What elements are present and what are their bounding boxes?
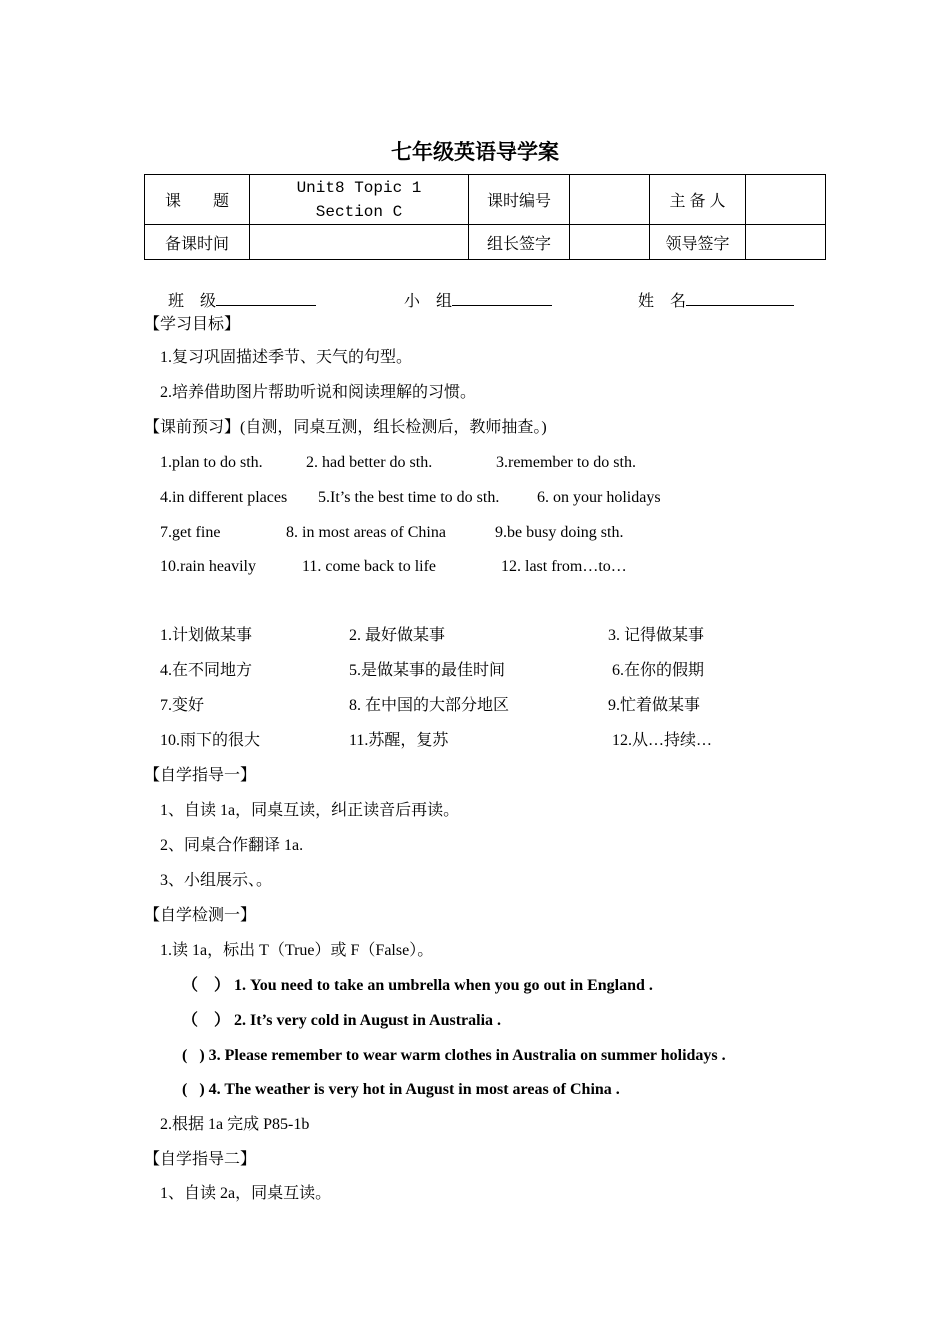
tf-statement <box>182 1046 726 1066</box>
phrase-item: 2. had better do sth. <box>306 454 433 471</box>
translation-item: 11.苏醒，复苏 <box>349 732 449 749</box>
tf-answer-blank[interactable]: （ ） <box>182 1012 231 1029</box>
director-sign-label: 领导签字 <box>650 225 746 260</box>
topic-label: 课 题 <box>145 175 250 225</box>
page-title: 七年级英语导学案 <box>391 140 559 164</box>
guide2-item: 1、自读 2a，同桌互读。 <box>160 1185 332 1202</box>
tf-statement <box>182 1080 620 1100</box>
tf-statement <box>182 1011 501 1031</box>
class-blank[interactable] <box>216 289 316 306</box>
tf-answer-blank[interactable]: ( ) <box>182 1047 205 1064</box>
translation-item: 4.在不同地方 <box>160 662 253 679</box>
objective-item: 1.复习巩固描述季节、天气的句型。 <box>160 349 413 366</box>
check1-instruction: 1.读 1a，标出 T（True）或 F（False）。 <box>160 942 434 959</box>
lesson-number-label: 课时编号 <box>469 175 570 225</box>
group-blank[interactable] <box>452 289 552 306</box>
translation-item: 12.从…持续… <box>612 732 713 749</box>
name-field <box>638 289 794 312</box>
prep-time-label: 备课时间 <box>145 225 250 260</box>
tf-answer-blank[interactable]: ( ) <box>182 1081 205 1098</box>
guide1-item: 1、自读 1a，同桌互读，纠正读音后再读。 <box>160 802 460 819</box>
guide2-heading: 【自学指导二】 <box>144 1151 257 1168</box>
phrase-item: 9.be busy doing sth. <box>495 524 624 541</box>
phrase-item: 10.rain heavily <box>160 558 256 575</box>
phrase-item: 3.remember to do sth. <box>496 454 636 471</box>
phrase-item: 8. in most areas of China <box>286 524 446 541</box>
translation-item: 6.在你的假期 <box>612 662 705 679</box>
tf-statement <box>182 976 653 996</box>
class-field <box>168 289 316 312</box>
phrase-item: 7.get fine <box>160 524 221 541</box>
tf-answer-blank[interactable]: （ ） <box>182 977 231 994</box>
preparer-label: 主 备 人 <box>650 175 746 225</box>
phrase-item: 6. on your holidays <box>537 489 661 506</box>
group-field <box>404 289 552 312</box>
leader-sign-value[interactable] <box>570 225 650 260</box>
tf-statement-text: 1. You need to take an umbrella when you go out in England . <box>234 977 653 994</box>
translation-item: 3. 记得做某事 <box>608 627 705 644</box>
translation-item: 1.计划做某事 <box>160 627 253 644</box>
topic-value-line2: Section C <box>315 202 403 221</box>
tf-statement-text: 3. Please remember to wear warm clothes in Australia on summer holidays . <box>208 1047 726 1064</box>
check1-task2: 2.根据 1a 完成 P85-1b <box>160 1116 310 1133</box>
translation-item: 9.忙着做某事 <box>608 697 701 714</box>
translation-item: 5.是做某事的最佳时间 <box>349 662 506 679</box>
name-blank[interactable] <box>686 289 794 306</box>
tf-statement-text: 4. The weather is very hot in August in most areas of China . <box>208 1081 620 1098</box>
translation-item: 10.雨下的很大 <box>160 732 261 749</box>
lesson-number-value[interactable] <box>570 175 650 225</box>
translation-item: 2. 最好做某事 <box>349 627 446 644</box>
course-info-table <box>144 174 826 260</box>
phrase-item: 11. come back to life <box>302 558 437 575</box>
objectives-heading: 【学习目标】 <box>144 316 241 333</box>
topic-value-line1: Unit8 Topic 1 <box>296 178 422 197</box>
guide1-heading: 【自学指导一】 <box>144 767 257 784</box>
guide1-item: 2、同桌合作翻译 1a. <box>160 837 304 854</box>
tf-statement-text: 2. It’s very cold in August in Australia . <box>234 1012 502 1029</box>
class-label: 班 级 <box>168 293 217 310</box>
check1-heading: 【自学检测一】 <box>144 907 257 924</box>
preview-heading: 【课前预习】(自测，同桌互测，组长检测后，教师抽查。) <box>144 419 547 436</box>
phrase-item: 12. last from…to… <box>501 558 627 575</box>
guide1-item: 3、小组展示、。 <box>160 872 273 889</box>
phrase-item: 1.plan to do sth. <box>160 454 263 471</box>
prep-time-value[interactable] <box>250 225 469 260</box>
topic-value <box>250 175 469 225</box>
preparer-value[interactable] <box>746 175 826 225</box>
phrase-item: 5.It’s the best time to do sth. <box>318 489 500 506</box>
name-label: 姓 名 <box>638 293 687 310</box>
phrase-item: 4.in different places <box>160 489 288 506</box>
leader-sign-label: 组长签字 <box>469 225 570 260</box>
translation-item: 8. 在中国的大部分地区 <box>349 697 510 714</box>
group-label: 小 组 <box>404 293 453 310</box>
translation-item: 7.变好 <box>160 697 205 714</box>
objective-item: 2.培养借助图片帮助听说和阅读理解的习惯。 <box>160 384 477 401</box>
director-sign-value[interactable] <box>746 225 826 260</box>
